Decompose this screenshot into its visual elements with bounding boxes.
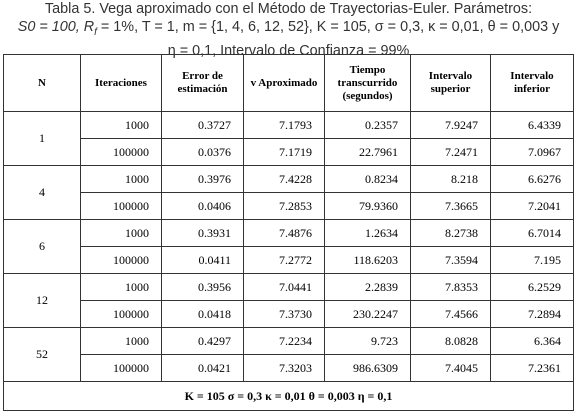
cell: 0.0411 xyxy=(162,247,244,274)
table-row xyxy=(4,166,574,193)
cell: 2.2839 xyxy=(325,274,411,301)
cell: 0.0418 xyxy=(162,301,244,328)
cell: 6.2529 xyxy=(491,274,574,301)
table-row xyxy=(4,328,574,355)
cell: 230.2247 xyxy=(325,301,411,328)
cell: 118.6203 xyxy=(325,247,411,274)
header-intervalo-superior: Intervalo superior xyxy=(411,55,491,112)
cell: 0.0406 xyxy=(162,193,244,220)
cell: 7.4876 xyxy=(244,220,325,247)
cell: 7.2772 xyxy=(244,247,325,274)
cell: 1.2634 xyxy=(325,220,411,247)
cell: 100000 xyxy=(81,247,162,274)
cell: 7.2041 xyxy=(491,193,574,220)
group-n: 1 xyxy=(4,112,81,166)
table-row xyxy=(4,301,574,328)
cell: 1000 xyxy=(81,112,162,139)
cell: 7.8353 xyxy=(411,274,491,301)
cell: 6.4339 xyxy=(491,112,574,139)
cell: 7.0441 xyxy=(244,274,325,301)
caption-line-2-rest: = 1%, T = 1, m = {1, 4, 6, 12, 52}, K = 105, σ = 0,3, κ = 0,01, θ = 0,003 y xyxy=(96,19,560,35)
cell: 0.3956 xyxy=(162,274,244,301)
group-n: 12 xyxy=(4,274,81,328)
table-caption xyxy=(0,0,577,60)
caption-line-1: Tabla 5. Vega aproximado con el Método de Trayectorias-Euler. Parámetros: xyxy=(44,1,533,17)
footer-row xyxy=(4,382,574,411)
cell: 8.2738 xyxy=(411,220,491,247)
results-table xyxy=(3,54,574,411)
cell: 7.2361 xyxy=(491,355,574,382)
table-row xyxy=(4,247,574,274)
header-row xyxy=(4,55,574,112)
table-row xyxy=(4,139,574,166)
cell: 1000 xyxy=(81,328,162,355)
cell: 7.0967 xyxy=(491,139,574,166)
cell: 100000 xyxy=(81,139,162,166)
header-error: Error de estimación xyxy=(162,55,244,112)
caption-line-2 xyxy=(0,18,577,42)
cell: 0.3931 xyxy=(162,220,244,247)
cell: 6.364 xyxy=(491,328,574,355)
cell: 100000 xyxy=(81,355,162,382)
caption-line-2-start: S0 = 100, R xyxy=(17,19,95,35)
cell: 7.2853 xyxy=(244,193,325,220)
table-row xyxy=(4,220,574,247)
cell: 0.0421 xyxy=(162,355,244,382)
cell: 7.2894 xyxy=(491,301,574,328)
cell: 8.218 xyxy=(411,166,491,193)
cell: 7.195 xyxy=(491,247,574,274)
caption-line-3: η = 0,1, Intervalo de Confianza = 99% xyxy=(167,42,410,59)
cell: 100000 xyxy=(81,301,162,328)
cell: 100000 xyxy=(81,193,162,220)
group-n: 6 xyxy=(4,220,81,274)
cell: 7.4228 xyxy=(244,166,325,193)
cell: 9.723 xyxy=(325,328,411,355)
caption-line-2-subscript: f xyxy=(94,26,97,38)
header-iteraciones: Iteraciones xyxy=(81,55,162,112)
cell: 0.2357 xyxy=(325,112,411,139)
cell: 7.2471 xyxy=(411,139,491,166)
cell: 986.6309 xyxy=(325,355,411,382)
parameters-footer: K = 105 σ = 0,3 κ = 0,01 θ = 0,003 η = 0,1 xyxy=(4,382,574,411)
cell: 0.3976 xyxy=(162,166,244,193)
cell: 7.3203 xyxy=(244,355,325,382)
table-row xyxy=(4,193,574,220)
cell: 22.7961 xyxy=(325,139,411,166)
cell: 1000 xyxy=(81,166,162,193)
cell: 1000 xyxy=(81,274,162,301)
cell: 6.7014 xyxy=(491,220,574,247)
cell: 0.4297 xyxy=(162,328,244,355)
cell: 6.6276 xyxy=(491,166,574,193)
cell: 7.9247 xyxy=(411,112,491,139)
cell: 7.2234 xyxy=(244,328,325,355)
group-n: 52 xyxy=(4,328,81,382)
cell: 7.4566 xyxy=(411,301,491,328)
cell: 7.1719 xyxy=(244,139,325,166)
cell: 7.1793 xyxy=(244,112,325,139)
header-v-aproximado: v Aproximado xyxy=(244,55,325,112)
header-intervalo-inferior: Intervalo inferior xyxy=(491,55,574,112)
table-row xyxy=(4,274,574,301)
cell: 1000 xyxy=(81,220,162,247)
cell: 0.3727 xyxy=(162,112,244,139)
header-tiempo: Tiempo transcurrido (segundos) xyxy=(325,55,411,112)
header-n: N xyxy=(4,55,81,112)
cell: 7.3730 xyxy=(244,301,325,328)
group-n: 4 xyxy=(4,166,81,220)
table-row xyxy=(4,355,574,382)
cell: 7.3665 xyxy=(411,193,491,220)
cell: 8.0828 xyxy=(411,328,491,355)
cell: 79.9360 xyxy=(325,193,411,220)
cell: 7.3594 xyxy=(411,247,491,274)
table-row xyxy=(4,112,574,139)
cell: 0.0376 xyxy=(162,139,244,166)
cell: 7.4045 xyxy=(411,355,491,382)
cell: 0.8234 xyxy=(325,166,411,193)
